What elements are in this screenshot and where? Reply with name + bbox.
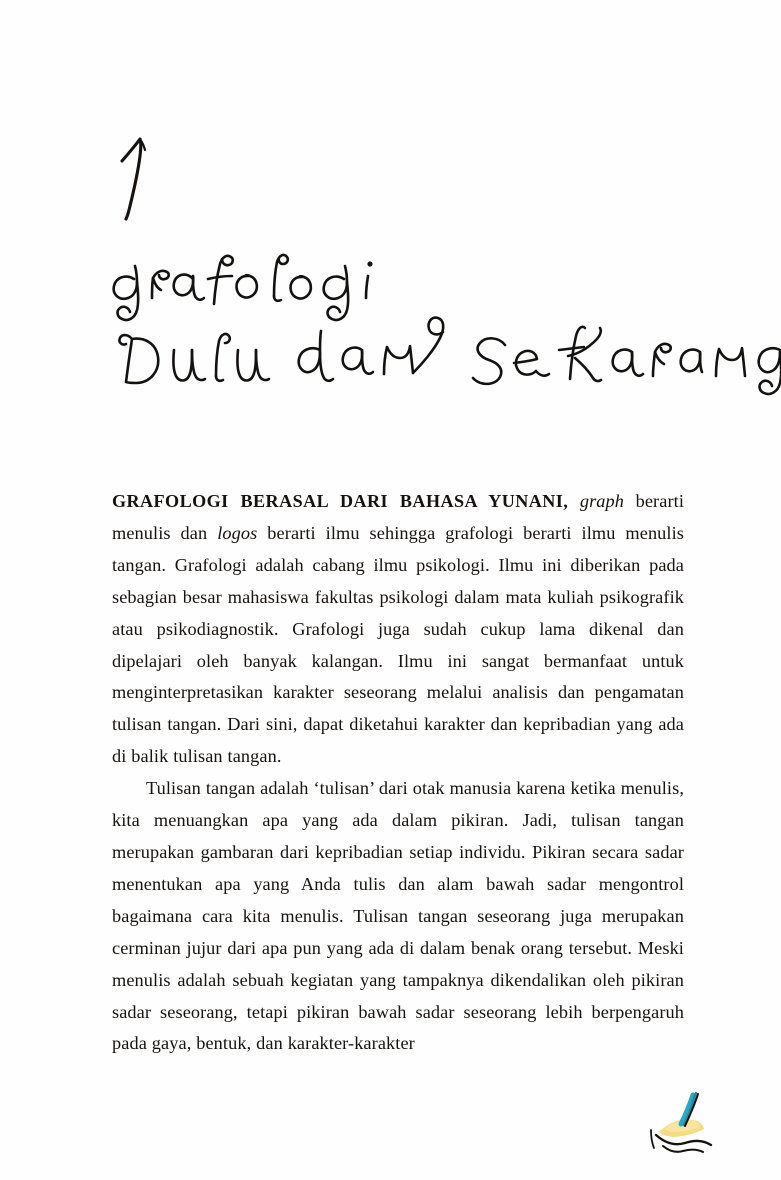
italic-term-graph: graph bbox=[579, 491, 625, 511]
italic-term-logos: logos bbox=[217, 522, 258, 543]
chapter-title bbox=[104, 246, 704, 396]
body-text bbox=[112, 486, 684, 1060]
chapter-number bbox=[108, 126, 198, 222]
paragraph-2 bbox=[112, 773, 684, 1060]
paragraph-1-part-a: berarti menulis dan bbox=[112, 491, 684, 543]
lead-caps: GRAFOLOGI BERASAL DARI BAHASA YUNANI, bbox=[112, 491, 569, 511]
paragraph-1 bbox=[112, 486, 684, 773]
paragraph-1-part-b: berarti ilmu sehingga grafologi berarti ilmu menulis tangan. Grafologi adalah cabang ilmu psikologi. Ilmu ini diberikan pada sebagian besar mahasiswa fakultas psikologi dalam mata kuliah psikografik atau psikodiagnostik. Grafologi juga sudah cukup lama dikenal dan dipelajari oleh banyak kalangan. Ilmu ini sangat bermanfaat untuk menginterpretasikan karakter seseorang melalui analisis dan pengamatan tulisan tangan. Dari sini, dapat diketahui karakter dan kepribadian yang ada di balik tulisan tangan. bbox=[112, 522, 684, 767]
open-book-with-quill-icon bbox=[641, 1088, 737, 1164]
space bbox=[568, 491, 580, 511]
paragraph-2-text: Tulisan tangan adalah ‘tulisan’ dari otak manusia karena ketika menulis, kita menuangkan apa yang ada dalam pikiran. Jadi, tulisan tangan merupakan gambaran dari kepribadian setiap individu. Pikiran secara sadar menentukan apa yang Anda tulis dan alam bawah sadar mengontrol bagaimana cara kita menulis. Tulisan tangan seseorang juga merupakan cerminan jujur dari apa pun yang ada di dalam benak orang tersebut. Meski menulis adalah sebuah kegiatan yang tampaknya dikendalikan oleh pikiran sadar seseorang, tetapi pikiran bawah sadar seseorang lebih berpengaruh pada gaya, bentuk, dan karakter-karakter bbox=[112, 778, 684, 1054]
